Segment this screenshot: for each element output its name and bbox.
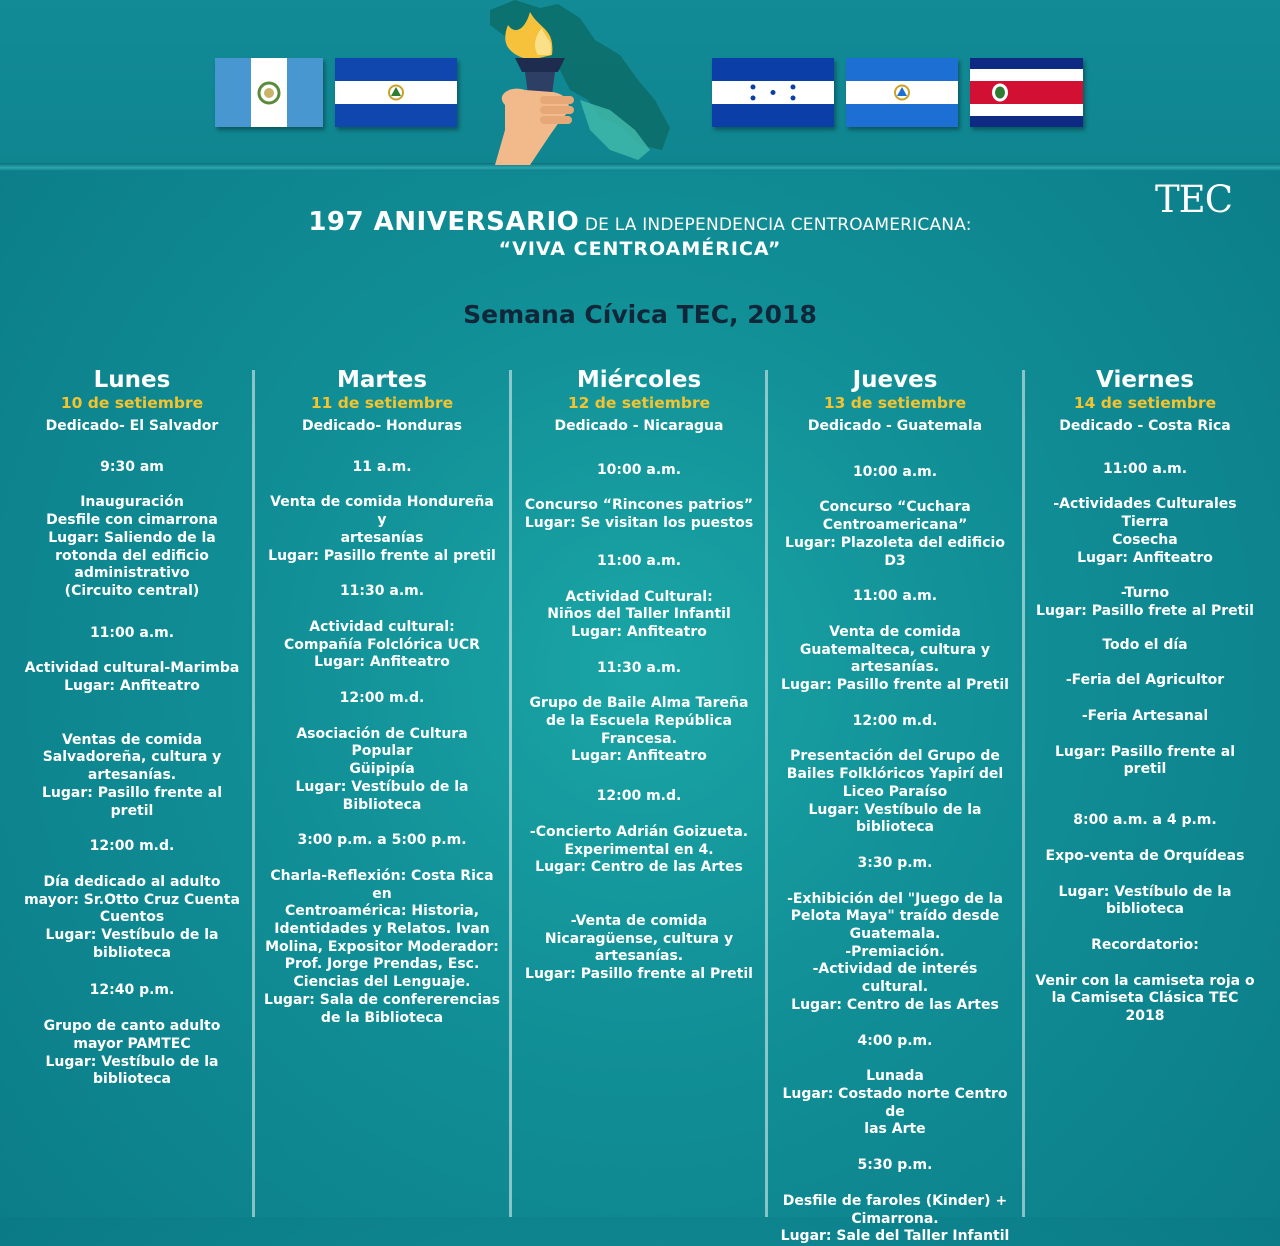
time-slot: 12:00 m.d. xyxy=(596,788,682,805)
time-slot: 11:00 a.m. xyxy=(596,552,682,569)
page-title-slogan: “VIVA CENTROAMÉRICA” xyxy=(498,238,782,260)
activity: Concurso “Rincones patrios” Lugar: Se visitan los puestos xyxy=(524,497,754,532)
flag-guatemala xyxy=(215,58,323,127)
activity: Lugar: Vestíbulo de la biblioteca xyxy=(1058,883,1232,918)
time-slot: 9:30 am xyxy=(100,458,164,475)
activity: Charla-Reflexión: Costa Rica en Centroamérica: Historia, Identidades y Relatos. Ivan Molina, Expositor Moderador: Prof. Jorge Prendas, Esc. Ciencias del Lenguaje. Lugar: Sala de confererencias de la Biblioteca xyxy=(264,867,500,1026)
column-divider xyxy=(765,370,768,1217)
flag-el-salvador xyxy=(335,58,457,127)
time-slot: 12:00 m.d. xyxy=(89,838,175,855)
activity: -Feria Artesanal xyxy=(1081,708,1209,725)
time-slot: 10:00 a.m. xyxy=(852,463,938,480)
day-column-lunes xyxy=(20,366,244,1089)
time-slot: 12:00 m.d. xyxy=(852,712,938,729)
time-slot: 8:00 a.m. a 4 p.m. xyxy=(1073,812,1217,829)
activity: Lunada Lugar: Costado norte Centro de las Arte xyxy=(782,1068,1008,1138)
day-date: 10 de setiembre xyxy=(60,394,204,412)
activity: Desfile de faroles (Kinder) + Cimarrona. Lugar: Sale del Taller Infantil xyxy=(780,1192,1010,1245)
day-name: Lunes xyxy=(93,367,171,393)
day-column-miercoles xyxy=(522,366,756,984)
day-column-martes xyxy=(264,366,500,1027)
title-rest: DE LA INDEPENDENCIA CENTROAMERICANA: xyxy=(584,215,972,235)
activity: Venta de comida Hondureña y artesanías Lugar: Pasillo frente al pretil xyxy=(268,494,496,564)
day-date: 14 de setiembre xyxy=(1073,394,1217,412)
time-slot: 4:00 p.m. xyxy=(857,1032,933,1049)
day-name: Jueves xyxy=(852,367,938,393)
activity: -Concierto Adrián Goizueta. Experimental en 4. Lugar: Centro de las Artes xyxy=(529,823,749,876)
dedicated-country: Dedicado- Honduras xyxy=(302,418,462,434)
dedicated-country: Dedicado - Costa Rica xyxy=(1059,418,1231,434)
activity: Grupo de Baile Alma Tareña de la Escuela República Francesa. Lugar: Anfiteatro xyxy=(529,695,749,765)
day-date: 12 de setiembre xyxy=(567,394,711,412)
time-slot: 3:30 p.m. xyxy=(857,854,933,871)
activity: Venta de comida Guatemalteca, cultura y artesanías. Lugar: Pasillo frente al Pretil xyxy=(781,623,1009,694)
day-column-jueves xyxy=(778,366,1012,1246)
time-slot: 10:00 a.m. xyxy=(596,461,682,478)
activity: -Exhibición del "Juego de la Pelota Maya" traído desde Guatemala. -Premiación. -Actividad de interés cultural. Lugar: Centro de las Artes xyxy=(787,890,1003,1013)
time-slot: 11 a.m. xyxy=(352,458,412,475)
time-slot: 11:00 a.m. xyxy=(89,624,175,641)
day-name: Martes xyxy=(336,367,428,393)
activity: Asociación de Cultura Popular Güipipía Lugar: Vestíbulo de la Biblioteca xyxy=(295,725,469,813)
day-column-viernes xyxy=(1032,366,1258,1026)
activity: Expo-venta de Orquídeas xyxy=(1045,847,1245,864)
column-divider xyxy=(1022,370,1025,1217)
time-slot: 11:30 a.m. xyxy=(596,659,682,676)
time-slot: 11:30 a.m. xyxy=(339,583,425,600)
page-subtitle: Semana Cívica TEC, 2018 xyxy=(463,300,817,329)
time-slot: 11:00 a.m. xyxy=(1102,460,1188,477)
activity: Concurso “Cuchara Centroamericana” Lugar: Plazoleta del edificio D3 xyxy=(785,499,1005,569)
column-divider xyxy=(252,370,255,1217)
day-name: Viernes xyxy=(1096,367,1194,393)
dedicated-country: Dedicado - Guatemala xyxy=(807,418,983,434)
dedicated-country: Dedicado- El Salvador xyxy=(45,418,219,434)
activity: Lugar: Pasillo frente al pretil xyxy=(1054,743,1236,778)
flag-costa-rica xyxy=(970,58,1083,127)
title-bold: 197 ANIVERSARIO xyxy=(308,207,580,237)
activity: Grupo de canto adulto mayor PAMTEC Lugar: Vestíbulo de la biblioteca xyxy=(43,1018,221,1088)
activity: Actividad cultural: Compañía Folclórica UCR Lugar: Anfiteatro xyxy=(284,618,480,671)
activity: -Feria del Agricultor xyxy=(1065,672,1225,689)
activity: -Turno Lugar: Pasillo frete al Pretil xyxy=(1036,585,1254,619)
activity: Actividad Cultural: Niños del Taller Infantil Lugar: Anfiteatro xyxy=(547,588,731,640)
page-title xyxy=(0,207,1280,237)
time-slot: 11:00 a.m. xyxy=(852,588,938,605)
time-slot: 12:40 p.m. xyxy=(89,982,175,999)
reminder-label: Recordatorio: xyxy=(1091,936,1199,953)
activity: Día dedicado al adulto mayor: Sr.Otto Cruz Cuenta Cuentos Lugar: Vestíbulo de la biblioteca xyxy=(24,873,240,961)
activity: Actividad cultural-Marimba Lugar: Anfiteatro xyxy=(24,660,240,695)
activity: -Venta de comida Nicaragüense, cultura y artesanías. Lugar: Pasillo frente al Pretil xyxy=(525,912,753,983)
time-slot: Todo el día xyxy=(1102,636,1188,653)
dedicated-country: Dedicado - Nicaragua xyxy=(554,418,724,434)
flag-nicaragua xyxy=(846,58,958,127)
flag-honduras xyxy=(712,58,834,127)
day-date: 13 de setiembre xyxy=(823,394,967,412)
activity: Ventas de comida Salvadoreña, cultura y artesanías. Lugar: Pasillo frente al pretil xyxy=(41,731,223,819)
column-divider xyxy=(509,370,512,1217)
day-name: Miércoles xyxy=(576,367,702,393)
day-date: 11 de setiembre xyxy=(310,394,454,412)
time-slot: 3:00 p.m. a 5:00 p.m. xyxy=(297,832,467,849)
tec-logo: TEC xyxy=(1155,178,1232,221)
time-slot: 5:30 p.m. xyxy=(857,1157,933,1174)
activity: -Actividades Culturales Tierra Cosecha Lugar: Anfiteatro xyxy=(1053,496,1237,566)
reminder-text: Venir con la camiseta roja o la Camiseta Clásica TEC 2018 xyxy=(1035,972,1255,1025)
time-slot: 12:00 m.d. xyxy=(339,690,425,707)
torch-map-emblem xyxy=(470,0,680,168)
activity: Inauguración Desfile con cimarrona Lugar: Saliendo de la rotonda del edificio administrativo (Circuito central) xyxy=(46,494,218,599)
activity: Presentación del Grupo de Bailes Folklóricos Yapirí del Liceo Paraíso Lugar: Vestíbulo de la biblioteca xyxy=(786,748,1004,836)
